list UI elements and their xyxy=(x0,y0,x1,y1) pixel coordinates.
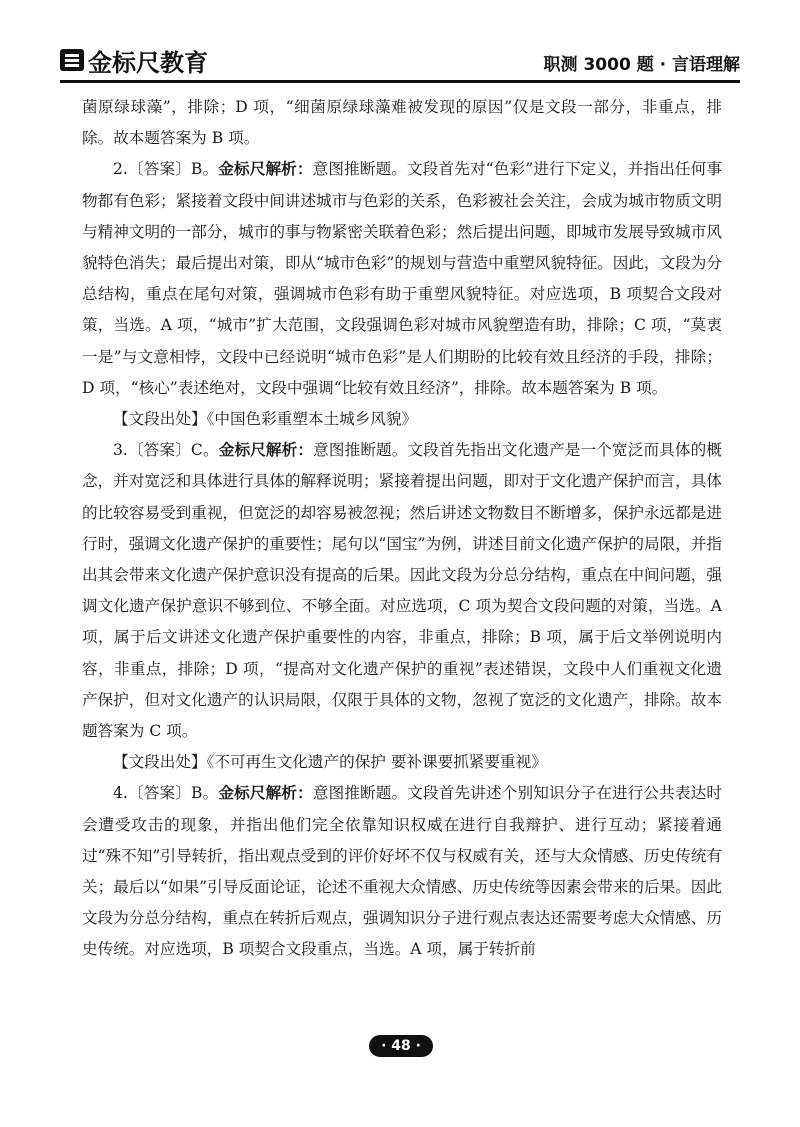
answer-2-number: 2.〔答案〕B。 xyxy=(113,160,219,179)
brand-logo xyxy=(60,46,208,77)
page-number: · 48 · xyxy=(369,1035,433,1057)
paragraph-continued: 菌原绿球藻”，排除；D 项，“细菌原绿球藻难被发现的原因”仅是文段一部分，非重点，排除。故本题答案为 B 项。 xyxy=(82,98,722,148)
analysis-label: 金标尺解析： xyxy=(218,441,314,460)
answer-2-text: 意图推断题。文段首先对“色彩”进行下定义，并指出任何事物都有色彩；紧接着文段中间讲述城市与色彩的关系，色彩被社会关注，会成为城市物质文明与精神文明的一部分，城市的事与物紧密关联着色彩；然后提出问题，即城市发展导致城市风貌特色消失；最后提出对策，即从“城市色彩”的规划与营造中重塑风貌特征。因此，文段为分总结构，重点在尾句对策，强调城市色彩有助于重塑风貌特征。对应选项，B 项契合文段对策，当选。A 项，“城市”扩大范围，文段强调色彩对城市风貌塑造有助，排除；C 项，“莫衷一是”与文意相悖，文段中已经说明“城市色彩”是人们期盼的比较有效且经济的手段，排除；D 项，“核心”表述绝对，文段中强调“比较有效且经济”，排除。故本题答案为 B 项。 xyxy=(82,160,722,397)
analysis-label: 金标尺解析： xyxy=(218,160,313,179)
answer-4-text: 意图推断题。文段首先讲述个别知识分子在进行公共表达时会遭受攻击的现象，并指出他们完全依靠知识权威在进行自我辩护、进行互动；紧接着通过“殊不知”引导转折，指出观点受到的评价好坏不仅与权威有关，还与大众情感、历史传统有关；最后以“如果”引导反面论证，论述不重视大众情感、历史传统等因素会带来的后果。因此文段为分总分结构，重点在转折后观点，强调知识分子进行观点表达还需要考虑大众情感、历史传统。对应选项，B 项契合文段重点，当选。A 项，属于转折前 xyxy=(82,784,722,959)
answer-4-number: 4.〔答案〕B。 xyxy=(113,784,219,803)
analysis-label: 金标尺解析： xyxy=(218,784,313,803)
answer-3-text: 意图推断题。文段首先指出文化遗产是一个宽泛而具体的概念，并对宽泛和具体进行具体的解释说明；紧接着提出问题，即对于文化遗产保护而言，具体的比较容易受到重视，但宽泛的却容易被忽视；然后讲述文物数目不断增多，保护永远都是进行时，强调文化遗产保护的重要性；尾句以“国宝”为例，讲述目前文化遗产保护的局限，并指出其会带来文化遗产保护意识没有提高的后果。因此文段为分总分结构，重点在中间问题，强调文化遗产保护意识不够到位、不够全面。对应选项，C 项为契合文段问题的对策，当选。A 项，属于后文讲述文化遗产保护重要性的内容，非重点，排除；B 项，属于后文举例说明内容，非重点，排除；D 项，“提高对文化遗产保护的重视”表述错误，文段中人们重视文化遗产保护，但对文化遗产的认识局限，仅限于具体的文物，忽视了宽泛的文化遗产，排除。故本题答案为 C 项。 xyxy=(82,441,722,741)
book-title: 职测 3000 题 · 言语理解 xyxy=(543,55,740,75)
answer-2 xyxy=(82,154,722,404)
answer-3-number: 3.〔答案〕C。 xyxy=(113,441,219,460)
source-2: 【文段出处】《中国色彩重塑本土城乡风貌》 xyxy=(113,410,418,429)
source-3: 【文段出处】《不可再生文化遗产的保护 要补课要抓紧要重视》 xyxy=(113,753,547,772)
page-body xyxy=(82,92,722,966)
page-header xyxy=(60,40,740,80)
logo-text: 金标尺教育 xyxy=(88,48,208,77)
header-divider xyxy=(60,80,740,83)
answer-3 xyxy=(82,435,722,747)
logo-icon xyxy=(60,49,84,71)
answer-4 xyxy=(82,778,722,965)
